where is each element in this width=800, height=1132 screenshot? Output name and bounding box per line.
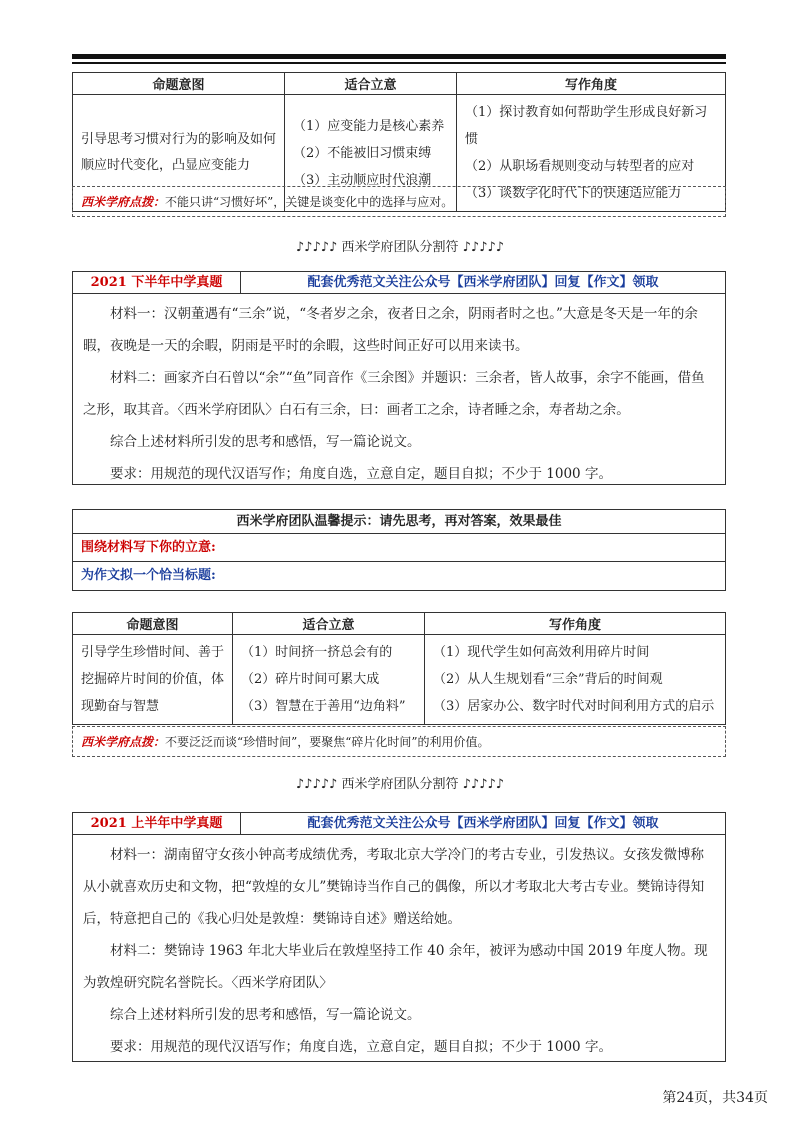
- intent-cell: 引导思考习惯对行为的影响及如何顺应时代变化，凸显应变能力: [73, 95, 285, 212]
- table-header: 命题意图: [73, 613, 233, 635]
- theme-item: （1）时间挤一挤总会有的: [241, 645, 393, 660]
- angle-item: （3）谈数字化时代下的快速适应能力: [465, 186, 682, 201]
- tip-box-2: [72, 726, 726, 757]
- page-number: 第24页，共34页: [662, 1090, 768, 1106]
- theme-prompt: 围绕材料写下你的立意:: [73, 534, 725, 562]
- theme-item: （2）碎片时间可累大成: [241, 672, 380, 687]
- material-paragraph: 材料二：画家齐白石曾以“余”“鱼”同音作《三余图》并题识：三余者，皆人故事，余字不能画，借鱼之形，取其音。〈西米学府团队〉白石有三余，曰：画者工之余，诗者睡之余，寿者劫之余。: [83, 370, 705, 418]
- requirement-paragraph: 要求：用规范的现代汉语写作；角度自选，立意自定，题目自拟；不少于 1000 字。: [110, 466, 612, 482]
- themes-cell: [233, 635, 425, 725]
- tip-text: 不要泛泛而谈“珍惜时间”，要聚焦“碎片化时间”的利用价值。: [165, 735, 490, 749]
- material-paragraph: 材料一：汉朝董遇有“三余”说，“冬者岁之余，夜者日之余，阴雨者时之也。”大意是冬天是一年的余暇，夜晚是一天的余暇，阴雨是平时的余暇，这些时间正好可以用来读书。: [83, 306, 698, 354]
- tip-box-1: [72, 186, 726, 217]
- material-paragraph: 材料二：樊锦诗 1963 年北大毕业后在敦煌坚持工作 40 余年，被评为感动中国 2019 年度人物。现为敦煌研究院名誉院长。〈西米学府团队〉: [83, 943, 708, 991]
- tip-brand: 西米学府点拨：: [81, 735, 166, 749]
- question-box-2: [72, 812, 726, 1062]
- promo-text: 配套优秀范文关注公众号【西米学府团队】回复【作文】领取: [307, 816, 659, 831]
- top-rule-thin: [72, 62, 726, 64]
- angle-item: （3）居家办公、数字时代对时间利用方式的启示: [433, 699, 715, 714]
- table-header: 适合立意: [233, 613, 425, 635]
- intent-cell: 引导学生珍惜时间、善于挖掘碎片时间的价值，体现勤奋与智慧: [73, 635, 233, 725]
- section-divider: ♪♪♪♪♪ 西米学府团队分割符 ♪♪♪♪♪: [295, 777, 505, 792]
- exam-year: 2021 上半年中学真题: [73, 813, 241, 834]
- theme-item: （3）主动顺应时代浪潮: [293, 172, 432, 188]
- table-header: 命题意图: [73, 73, 285, 95]
- table-header: 写作角度: [457, 73, 726, 95]
- hint-box: [72, 509, 726, 591]
- instruction-paragraph: 综合上述材料所引发的思考和感悟，写一篇论说文。: [110, 1007, 421, 1023]
- question-header: [73, 813, 725, 835]
- question-header: [73, 272, 725, 294]
- question-body: [73, 294, 725, 496]
- hint-title: 西米学府团队温馨提示：请先思考，再对答案，效果最佳: [73, 510, 725, 534]
- angle-item: （1）探讨教育如何帮助学生形成良好新习惯: [465, 105, 708, 147]
- question-box-1: [72, 271, 726, 485]
- angle-item: （2）从职场看规则变动与转型者的应对: [465, 159, 695, 174]
- theme-item: （1）应变能力是核心素养: [293, 118, 445, 134]
- angle-item: （1）现代学生如何高效利用碎片时间: [433, 645, 650, 660]
- tip-text: 不能只讲“习惯好坏”，关键是谈变化中的选择与应对。: [165, 195, 454, 209]
- promo-text: 配套优秀范文关注公众号【西米学府团队】回复【作文】领取: [307, 275, 659, 290]
- analysis-table-2: [72, 612, 726, 725]
- tip-brand: 西米学府点拨：: [81, 195, 166, 209]
- exam-year: 2021 下半年中学真题: [73, 272, 241, 293]
- question-body: [73, 835, 725, 1069]
- material-paragraph: 材料一：湖南留守女孩小钟高考成绩优秀，考取北京大学冷门的考古专业，引发热议。女孩发微博称从小就喜欢历史和文物，把“敦煌的女儿”樊锦诗当作自己的偶像，所以才考取北大考古专业。樊锦诗得知后，特意把自己的《我心归处是敦煌：樊锦诗自述》赠送给她。: [83, 847, 705, 927]
- title-prompt: 为作文拟一个恰当标题:: [81, 568, 216, 583]
- table-header: 适合立意: [285, 73, 457, 95]
- table-header: 写作角度: [425, 613, 726, 635]
- top-rule: [72, 54, 726, 59]
- theme-item: （3）智慧在于善用“边角料”: [241, 699, 406, 714]
- theme-item: （2）不能被旧习惯束缚: [293, 145, 432, 161]
- angle-item: （2）从人生规划看“三余”背后的时间观: [433, 672, 663, 687]
- angles-cell: [425, 635, 726, 725]
- section-divider: ♪♪♪♪♪ 西米学府团队分割符 ♪♪♪♪♪: [295, 240, 505, 255]
- requirement-paragraph: 要求：用规范的现代汉语写作；角度自选，立意自定，题目自拟；不少于 1000 字。: [110, 1039, 612, 1055]
- instruction-paragraph: 综合上述材料所引发的思考和感悟，写一篇论说文。: [110, 434, 421, 450]
